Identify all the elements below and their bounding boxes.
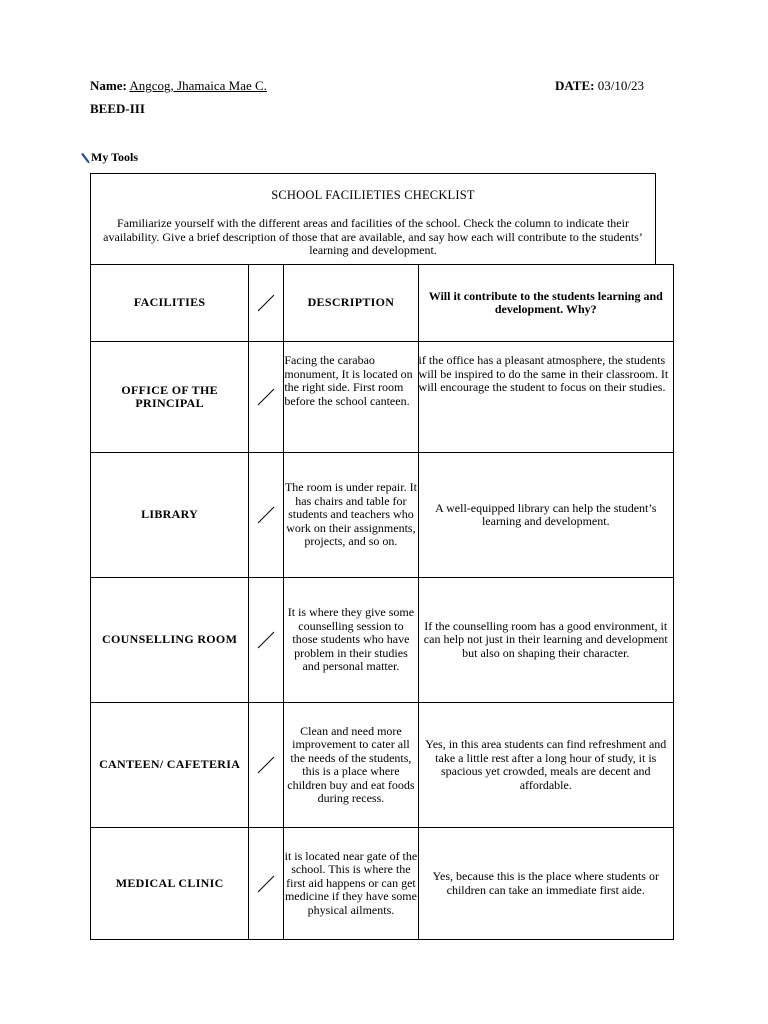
facility-name: MEDICAL CLINIC: [91, 828, 249, 940]
facility-name: OFFICE OF THE PRINCIPAL: [91, 342, 249, 453]
facility-name: LIBRARY: [91, 453, 249, 578]
check-mark-icon: [255, 504, 277, 526]
availability-check: [249, 453, 284, 578]
date-value: 03/10/23: [597, 78, 644, 93]
facilities-table: [90, 264, 674, 940]
facility-description: The room is under repair. It has chairs and table for students and teachers who work on their assignments, projects, and so on.: [284, 453, 418, 578]
table-row: [91, 828, 674, 940]
facility-contribution: Yes, because this is the place where students or children can take an immediate first aide.: [418, 828, 673, 940]
table-row: [91, 703, 674, 828]
availability-check: [249, 828, 284, 940]
pencil-icon: [80, 152, 90, 164]
student-name: Angcog, Jhamaica Mae C.: [129, 78, 267, 93]
facility-contribution: Yes, in this area students can find refreshment and take a little rest after a long hour of study, it is spacious yet crowded, meals are decent and affordable.: [418, 703, 673, 828]
name-label: Name:: [90, 78, 127, 93]
checklist-header-box: [90, 173, 656, 265]
description-column-header: DESCRIPTION: [284, 265, 418, 342]
check-mark-icon: [255, 754, 277, 776]
facility-contribution: If the counselling room has a good environment, it can help not just in their learning and development but also on shaping their character.: [418, 578, 673, 703]
facilities-column-header: FACILITIES: [91, 265, 249, 342]
facility-description: it is located near gate of the school. This is where the first aid happens or can get medicine if they have some physical ailments.: [284, 828, 418, 940]
availability-check: [249, 342, 284, 453]
table-row: [91, 342, 674, 453]
course-label: BEED-III: [90, 101, 145, 116]
facility-description: It is where they give some counselling session to those students who have problem in their studies and personal matter.: [284, 578, 418, 703]
check-column-header: [249, 265, 284, 342]
table-row: [91, 453, 674, 578]
contribution-column-header: Will it contribute to the students learning and development. Why?: [418, 265, 673, 342]
facility-contribution: if the office has a pleasant atmosphere, the students will be inspired to do the same in their classroom. It will encourage the student to focus on their studies.: [418, 342, 673, 453]
table-row: [91, 578, 674, 703]
facility-name: CANTEEN/ CAFETERIA: [91, 703, 249, 828]
facility-name: COUNSELLING ROOM: [91, 578, 249, 703]
section-label: My Tools: [91, 150, 139, 164]
date-label: DATE:: [555, 78, 595, 93]
check-mark-icon: [255, 873, 277, 895]
availability-check: [249, 578, 284, 703]
facility-contribution: A well-equipped library can help the student’s learning and development.: [418, 453, 673, 578]
my-tools-heading: [80, 150, 138, 165]
check-mark-icon: [255, 629, 277, 651]
facility-description: Clean and need more improvement to cater all the needs of the students, this is a place where children buy and eat foods during recess.: [284, 703, 418, 828]
checklist-instructions: Familiarize yourself with the different areas and facilities of the school. Check the column to indicate their availability. Give a brief description of those that are available, and say how each will contribute to the students’ learning and development.: [103, 216, 643, 257]
name-line: [90, 78, 267, 94]
check-mark-icon: [255, 292, 277, 314]
checklist-title: SCHOOL FACILIETIES CHECKLIST: [271, 188, 475, 202]
table-header-row: [91, 265, 674, 342]
facility-description: Facing the carabao monument, It is located on the right side. First room before the school canteen.: [284, 342, 418, 453]
check-mark-icon: [255, 386, 277, 408]
date-line: [555, 78, 644, 94]
availability-check: [249, 703, 284, 828]
